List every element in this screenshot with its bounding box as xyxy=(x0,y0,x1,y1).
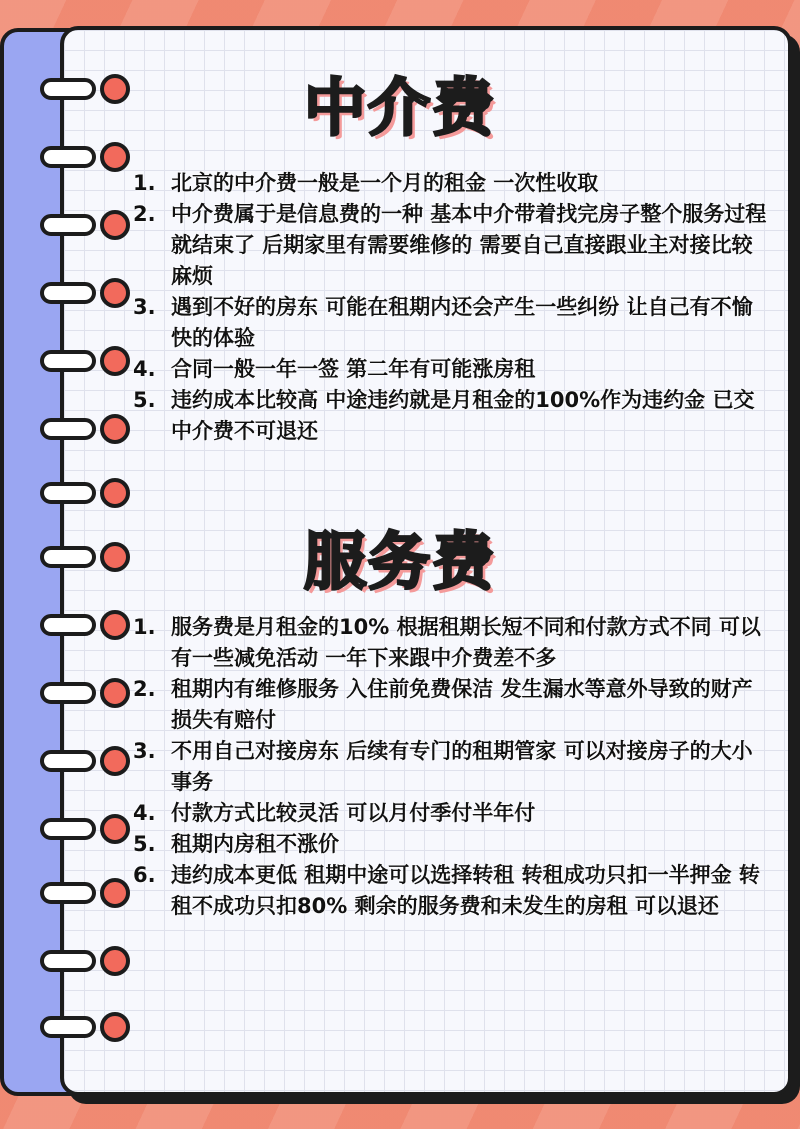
section-title-agency-fee: 中介费 xyxy=(303,71,496,144)
list-item: 2. 租期内有维修服务 入住前免费保洁 发生漏水等意外导致的财产损失有赔付 xyxy=(133,677,753,732)
service-fee-list xyxy=(133,612,769,922)
list-item: 4. 付款方式比较灵活 可以月付季付半年付 xyxy=(133,801,536,825)
list-item: 4. 合同一般一年一签 第二年有可能涨房租 xyxy=(133,357,536,381)
list-item: 5. 违约成本比较高 中途违约就是月租金的100%作为违约金 已交中介费不可退还 xyxy=(133,388,755,443)
list-item: 3. 遇到不好的房东 可能在租期内还会产生一些纠纷 让自己有不愉快的体验 xyxy=(133,295,753,350)
binding-ring xyxy=(40,1012,126,1042)
binding-ring xyxy=(40,746,126,776)
agency-fee-list xyxy=(133,168,769,447)
binding-ring xyxy=(40,210,126,240)
binding-ring xyxy=(40,610,126,640)
binding-ring xyxy=(40,278,126,308)
list-item: 5. 租期内房租不涨价 xyxy=(133,832,339,856)
binding-ring xyxy=(40,478,126,508)
list-item: 1. 服务费是月租金的10% 根据租期长短不同和付款方式不同 可以有一些减免活动 一年下来跟中介费差不多 xyxy=(133,615,761,670)
list-item: 1. 北京的中介费一般是一个月的租金 一次性收取 xyxy=(133,171,599,195)
binding-ring xyxy=(40,678,126,708)
binding-ring xyxy=(40,946,126,976)
list-item: 6. 违约成本更低 租期中途可以选择转租 转租成功只扣一半押金 转租不成功只扣80% 剩余的服务费和未发生的房租 可以退还 xyxy=(133,863,760,918)
section-title-service-fee: 服务费 xyxy=(303,525,496,598)
list-item: 3. 不用自己对接房东 后续有专门的租期管家 可以对接房子的大小事务 xyxy=(133,739,753,794)
binding-ring xyxy=(40,878,126,908)
list-item: 2. 中介费属于是信息费的一种 基本中介带着找完房子整个服务过程就结束了 后期家里有需要维修的 需要自己直接跟业主对接比较麻烦 xyxy=(133,202,767,288)
binding-ring xyxy=(40,414,126,444)
binding-ring xyxy=(40,814,126,844)
binding-ring xyxy=(40,346,126,376)
